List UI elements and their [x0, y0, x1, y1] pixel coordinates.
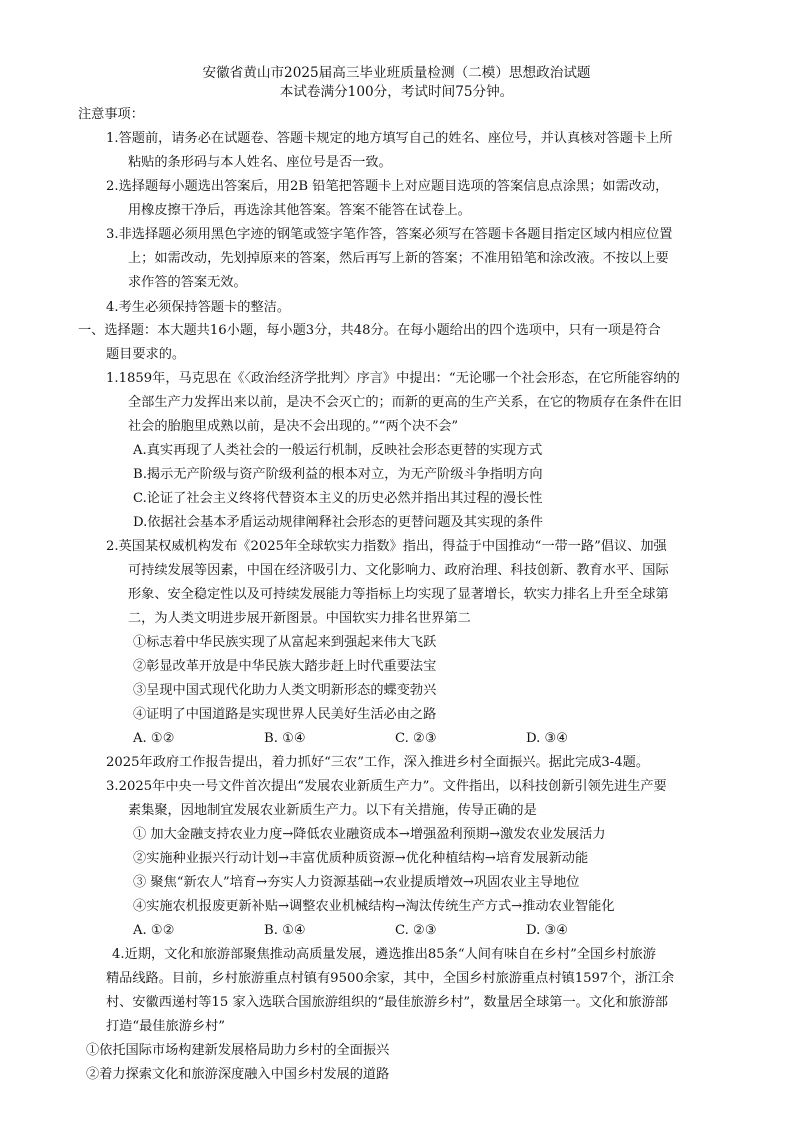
choice-c: C. ②③ [395, 923, 437, 938]
choice-d: D. ③④ [526, 923, 569, 938]
statement-item: ①依托国际市场构建新发展格局助力乡村的全面振兴 [86, 1043, 390, 1058]
answer-choices [133, 922, 657, 940]
question-stem-cont: 二，为人类文明进步展开新图景。中国软实力排名世界第二 [128, 611, 471, 626]
question-stem: 3.2025年中央一号文件首次提出“发展农业新质生产力”。文件指出，以科技创新引领先进生产要 [106, 779, 667, 794]
choice-c: C. ②③ [395, 731, 437, 746]
page-title: 安徽省黄山市2025届高三毕业班质量检测（二模）思想政治试题 [202, 65, 591, 81]
statement-item: ④实施农机报废更新补贴→调整农业机械结构→淘汰传统生产方式→推动农业智能化 [133, 899, 615, 914]
statement-item: ① 加大金融支持农业力度→降低农业融资成本→增强盈利预期→激发农业发展活力 [133, 827, 606, 842]
question-stem-cont: 社会的胎胞里成熟以前，是决不会出现的。”“两个决不会” [128, 419, 459, 434]
question-stem: 2.英国某权威机构发布《2025年全球软实力指数》指出，得益于中国推动“一带一路”倡议、加强 [106, 539, 667, 554]
choice-b: B. ①④ [264, 731, 306, 746]
choice-a: A. ①② [133, 923, 175, 938]
choice-b: B. ①④ [264, 923, 306, 938]
notice-item: 3.非选择题必须用黑色字迹的钢笔或签字笔作答，答案必须写在答题卡各题目指定区域内相应位置 [106, 227, 673, 242]
notice-item: 2.选择题每小题选出答案后，用2B 铅笔把答题卡上对应题目选项的答案信息点涂黑；如需改动， [106, 179, 669, 194]
section-heading-cont: 题目要求的。 [106, 347, 186, 362]
statement-item: ④证明了中国道路是实现世界人民美好生活必由之路 [133, 707, 437, 722]
question-stem-cont: 素集聚，因地制宜发展农业新质生产力。以下有关措施，传导正确的是 [128, 803, 537, 818]
notice-item: 4.考生必须保持答题卡的整洁。 [106, 300, 291, 315]
answer-option-d: D.依据社会基本矛盾运动规律阐释社会形态的更替问题及其实现的条件 [133, 515, 543, 530]
statement-item: ②着力探索文化和旅游深度融入中国乡村发展的道路 [86, 1067, 390, 1082]
question-stem-cont: 形象、安全稳定性以及可持续发展能力等指标上均实现了显著增长，软实力排名上升至全球第 [128, 587, 669, 602]
statement-item: ②彰显改革开放是中华民族大踏步赶上时代重要法宝 [133, 659, 437, 674]
answer-option-a: A.真实再现了人类社会的一般运行机制，反映社会形态更替的实现方式 [133, 443, 543, 458]
choice-d: D. ③④ [526, 731, 569, 746]
statement-item: ②实施种业振兴行动计划→丰富优质种质资源→优化种植结构→培育发展新动能 [133, 851, 589, 866]
statement-item: ③ 聚焦“新农人”培育→夯实人力资源基础→农业提质增效→巩固农业主导地位 [133, 875, 580, 890]
question-stem-cont: 村、安徽西递村等15 家入选联合国旅游组织的“最佳旅游乡村”，数量居全球第一。文化和旅游部 [106, 995, 668, 1010]
material-intro: 2025年政府工作报告提出，着力抓好“三农”工作，深入推进乡村全面振兴。据此完成3-4题。 [106, 755, 650, 770]
notice-item-cont: 上；如需改动，先划掉原来的答案，然后再写上新的答案；不准用铅笔和涂改液。不按以上要 [128, 251, 669, 266]
answer-option-b: B.揭示无产阶级与资产阶级利益的根本对立，为无产阶级斗争指明方向 [133, 467, 543, 482]
question-stem-cont: 精品线路。目前，乡村旅游重点村镇有9500余家，其中，全国乡村旅游重点村镇1597个，浙江余 [106, 971, 675, 986]
answer-option-c: C.论证了社会主义终将代替资本主义的历史必然并指出其过程的漫长性 [133, 491, 543, 506]
question-stem-cont: 打造“最佳旅游乡村” [106, 1019, 225, 1034]
answer-choices [133, 730, 657, 748]
page-subtitle: 本试卷满分100分，考试时间75分钟。 [279, 84, 514, 100]
question-stem-cont: 全部生产力发挥出来以前，是决不会灭亡的；而新的更高的生产关系，在它的物质存在条件在旧 [128, 395, 682, 410]
choice-a: A. ①② [133, 731, 175, 746]
question-stem: 1.1859年，马克思在《〈政治经济学批判〉序言》中提出：“无论哪一个社会形态，在它所能容纳的 [106, 371, 680, 386]
statement-item: ①标志着中华民族实现了从富起来到强起来伟大飞跃 [133, 635, 437, 650]
notice-item-cont: 用橡皮擦干净后，再选涂其他答案。答案不能答在试卷上。 [128, 203, 471, 218]
notice-item-cont: 求作答的答案无效。 [128, 275, 247, 290]
statement-item: ③呈现中国式现代化助力人类文明新形态的蝶变勃兴 [133, 683, 437, 698]
question-stem: 4.近期，文化和旅游部聚焦推动高质量发展，遴选推出85条“人间有味自在乡村”全国乡村旅游 [112, 947, 656, 962]
section-heading: 一、选择题：本大题共16小题，每小题3分，共48分。在每小题给出的四个选项中，只有一项是符合 [78, 323, 661, 338]
notice-item: 1.答题前，请务必在试题卷、答题卡规定的地方填写自己的姓名、座位号，并认真核对答题卡上所 [106, 131, 673, 146]
notice-item-cont: 粘贴的条形码与本人姓名、座位号是否一致。 [128, 155, 392, 170]
notice-heading: 注意事项： [78, 107, 144, 122]
question-stem-cont: 可持续发展等因素，中国在经济吸引力、文化影响力、政府治理、科技创新、教育水平、国际 [128, 563, 669, 578]
